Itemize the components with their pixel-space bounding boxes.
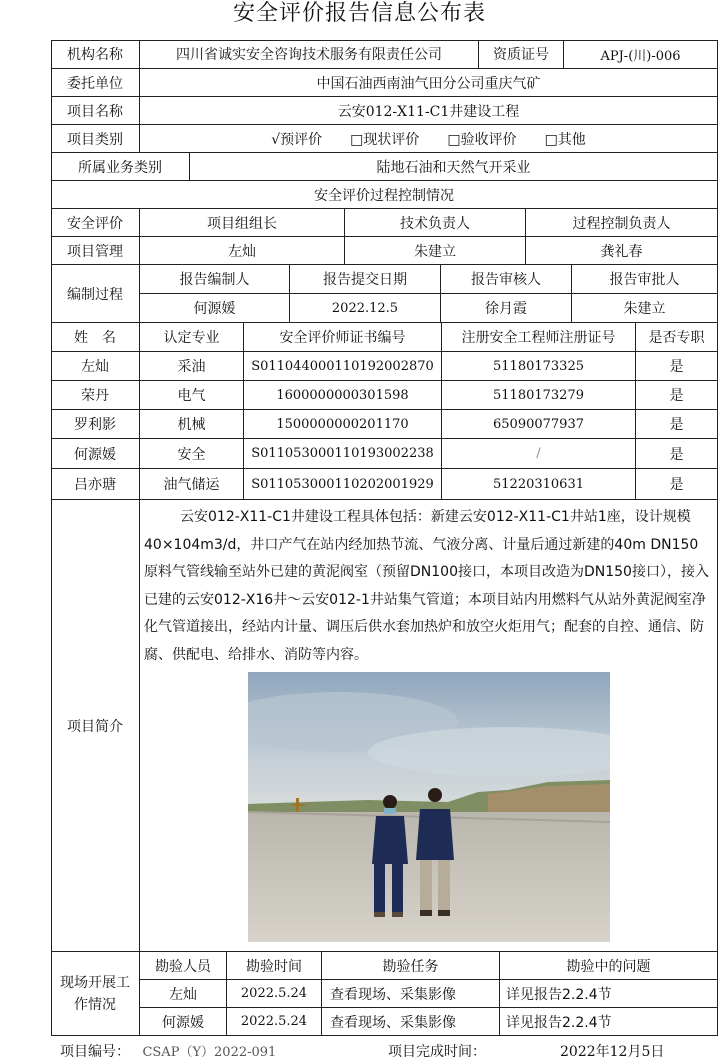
staff-reg: / [442,439,636,469]
site-header-person: 勘验人员 [140,952,227,980]
project-code-label: 项目编号： [60,1044,130,1060]
intro-label: 项目简介 [51,500,140,952]
staff-reg: 65090077937 [442,410,636,439]
site-header-task: 勘验任务 [322,952,500,980]
staff-cert: 1500000000201170 [244,410,442,439]
staff-reg: 51180173325 [442,352,636,381]
compile-value-date: 2022.12.5 [290,294,441,323]
cert-label: 资质证号 [479,40,564,69]
staff-header-fulltime: 是否专职 [636,323,718,352]
client-value: 中国石油西南油气田分公司重庆气矿 [140,69,718,97]
management-header-process: 过程控制负责人 [526,209,718,237]
staff-fulltime: 是 [636,381,718,410]
compile-header-reviewer: 报告审核人 [441,265,572,294]
client-label: 委托单位 [51,69,140,97]
org-value: 四川省诚实安全咨询技术服务有限责任公司 [140,40,479,69]
page-title: 安全评价报告信息公布表 [232,1,486,26]
management-value-tech: 朱建立 [345,237,526,265]
project-code [60,1041,276,1061]
compile-label: 编制过程 [51,265,140,323]
site-task: 查看现场、采集影像 [322,1008,500,1036]
project-code-value: CSAP（Y）2022-091 [142,1045,277,1060]
staff-name: 吕亦瑭 [51,469,140,500]
staff-name: 左灿 [51,352,140,381]
business-value: 陆地石油和天然气开采业 [190,153,718,181]
project-type-label: 项目类别 [51,125,140,153]
site-issue: 详见报告2.2.4节 [500,1008,718,1036]
staff-cert: S011044000110192002870 [244,352,442,381]
staff-major: 机械 [140,410,244,439]
staff-major: 采油 [140,352,244,381]
project-completion [388,1041,486,1061]
staff-reg: 51220310631 [442,469,636,500]
compile-header-author: 报告编制人 [140,265,290,294]
staff-cert: 1600000000301598 [244,381,442,410]
staff-name: 罗利影 [51,410,140,439]
site-issue: 详见报告2.2.4节 [500,980,718,1008]
compile-value-author: 何源媛 [140,294,290,323]
compile-value-approver: 朱建立 [572,294,718,323]
cert-value: APJ-(川)-006 [564,40,718,69]
staff-header-cert: 安全评价师证书编号 [244,323,442,352]
project-completion-label: 项目完成时间： [388,1044,486,1060]
management-value-process: 龚礼春 [526,237,718,265]
type-option-acceptance[interactable]: □验收评价 [447,131,517,148]
site-photo [248,672,610,942]
staff-name: 荣丹 [51,381,140,410]
staff-header-reg: 注册安全工程师注册证号 [442,323,636,352]
staff-cert: S011053000110193002238 [244,439,442,469]
process-heading: 安全评价过程控制情况 [51,181,718,209]
site-label: 现场开展工作情况 [51,952,140,1036]
site-time: 2022.5.24 [227,1008,322,1036]
management-header-tech: 技术负责人 [345,209,526,237]
staff-name: 何源媛 [51,439,140,469]
type-option-status[interactable]: □现状评价 [350,131,420,148]
management-label-2: 项目管理 [51,237,140,265]
type-option-pre[interactable]: √预评价 [271,131,323,148]
management-label-1: 安全评价 [51,209,140,237]
project-name-label: 项目名称 [51,97,140,125]
management-value-leader: 左灿 [140,237,345,265]
type-option-other[interactable]: □其他 [544,131,586,148]
site-photo-image [248,672,610,942]
staff-major: 油气储运 [140,469,244,500]
project-type-options [140,125,718,153]
staff-header-name: 姓 名 [51,323,140,352]
compile-header-approver: 报告审批人 [572,265,718,294]
org-label: 机构名称 [51,40,140,69]
site-header-issue: 勘验中的问题 [500,952,718,980]
site-person: 何源媛 [140,1008,227,1036]
staff-reg: 51180173279 [442,381,636,410]
intro-cell [140,500,718,952]
staff-fulltime: 是 [636,352,718,381]
site-task: 查看现场、采集影像 [322,980,500,1008]
compile-value-reviewer: 徐月霞 [441,294,572,323]
intro-text: 云安012-X11-C1井建设工程具体包括：新建云安012-X11-C1井站1座，设计规模40×104m3/d，井口产气在站内经加热节流、气液分离、计量后通过新建的40m DN150原料气管线输至站外已建的黄泥阀室（预留DN100接口，本项目改造为DN150接口），接入已建的云安012-X16井～云安012-1井站集气管道；本项目站内用燃料气从站外黄泥阀室净化气管道接出，经站内计量、调压后供水套加热炉和放空火炬用气；配套的自控、通信、防腐、供配电、给排水、消防等内容。 [144,509,709,663]
business-label: 所属业务类别 [51,153,190,181]
staff-cert: S011053000110202001929 [244,469,442,500]
staff-header-major: 认定专业 [140,323,244,352]
staff-fulltime: 是 [636,439,718,469]
staff-fulltime: 是 [636,469,718,500]
site-header-time: 勘验时间 [227,952,322,980]
staff-major: 电气 [140,381,244,410]
project-name-value: 云安012-X11-C1井建设工程 [140,97,718,125]
staff-fulltime: 是 [636,410,718,439]
management-header-leader: 项目组组长 [140,209,345,237]
site-person: 左灿 [140,980,227,1008]
project-completion-value: 2022年12月5日 [560,1044,665,1060]
staff-major: 安全 [140,439,244,469]
compile-header-date: 报告提交日期 [290,265,441,294]
site-time: 2022.5.24 [227,980,322,1008]
